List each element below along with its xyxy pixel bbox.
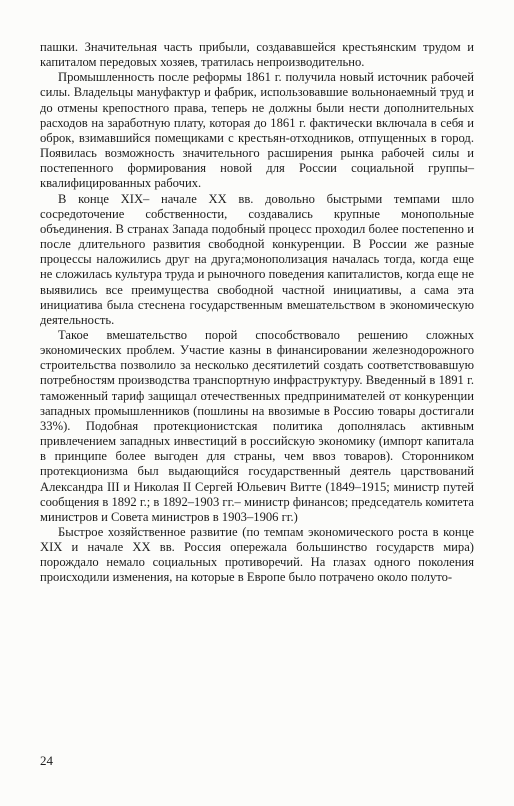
page-number: 24 — [40, 753, 53, 768]
paragraph-industry-labor: Промышленность после реформы 1861 г. получила новый источник рабочей силы. Владельцы мануфактур и фабрик, использовавшие вольнонаемный труд и до отмены крепостного права, теперь не должны были нести дополнительных расходов на заработную плату, которая до 1861 г. фактически включала в себя и оброк, взимавшийся помещиками с крестьян-отходников, отпущенных в город. Появилась возможность значительного расширения рынка рабочей силы и постепенного формирования новой для России социальной группы– квалифицированных рабочих. — [40, 70, 474, 191]
paragraph-monopolies: В конце XIX– начале XX вв. довольно быстрыми темпами шло сосредоточение собственности, создавались крупные монопольные объединения. В странах Запада подобный процесс проходил более постепенно и после длительного развития свободной конкуренции. В России же разные процессы наложились друг на друга;монополизация началась тогда, когда еще не сложилась культура труда и рыночного поведения капиталистов, когда еще не выявились все преимущества свободной частной инициативы, а сама эта инициатива была стеснена государственным вмешательством в экономическую деятельность. — [40, 191, 474, 327]
paragraph-state-intervention: Такое вмешательство порой способствовало решению сложных экономических проблем. Участие казны в финансировании железнодорожного строительства позволило за несколько десятилетий создать соответствовавшую потребностям производства транспортную инфраструктуру. Введенный в 1891 г. таможенный тариф защищал отечественных предпринимателей от конкуренции западных промышленников (пошлины на ввозимые в Россию товары достигали 33%). Подобная протекционистская политика дополнялась активным привлечением западных инвестиций в российскую экономику (импорт капитала в принципе более выгоден для страны, чем ввоз товаров). Сторонником протекционизма был выдающийся государственный деятель царствований Александра III и Николая II Сергей Юльевич Витте (1849–1915; министр путей сообщения в 1892 г.; в 1892–1903 гг.– министр финансов; председатель комитета министров и Совета министров в 1903–1906 гг.) — [40, 327, 474, 524]
paragraph-continuation: пашки. Значительная часть прибыли, создававшейся крестьянским трудом и капиталом передовых хозяев, тратилась непроизводительно. — [40, 40, 474, 70]
paragraph-social-contradictions: Быстрое хозяйственное развитие (по темпам экономического роста в конце XIX и начале XX вв. Россия опережала большинство государств мира) порождало немало социальных противоречий. На глазах одного поколения происходили изменения, на которые в Европе было потрачено около полуто- — [40, 525, 474, 585]
body-text — [40, 40, 474, 586]
